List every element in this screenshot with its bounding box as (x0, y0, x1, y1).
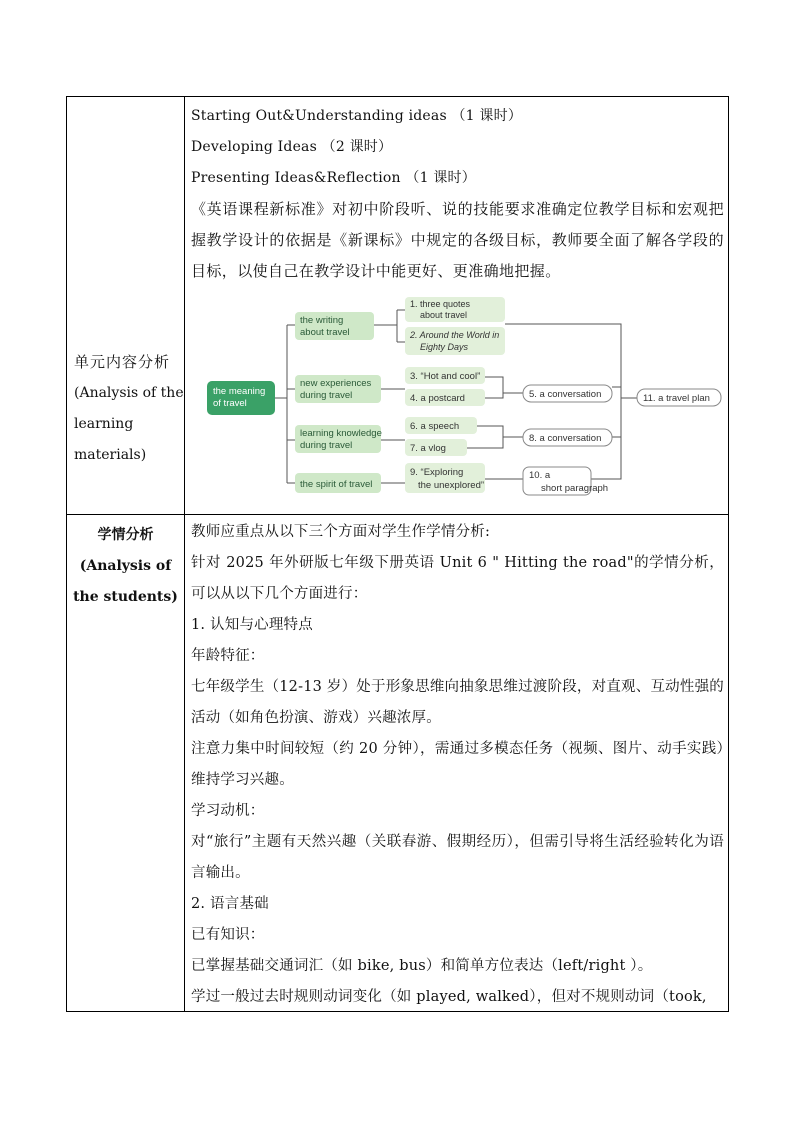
item-3: 3. “Hot and cool” (410, 371, 481, 382)
row-divider (67, 514, 728, 515)
paragraph: 年龄特征： (191, 648, 265, 664)
analysis-table (66, 96, 729, 1012)
output-5: 5. a conversation (529, 389, 602, 400)
column-divider (184, 97, 185, 1011)
item-2-b: Eighty Days (420, 342, 469, 352)
row2-label-en: (Analysis of the students) (73, 558, 178, 605)
row2-label-cn: 学情分析 (97, 527, 154, 543)
paragraph: 学过一般过去时规则动词变化（如 played, walked），但对不规则动词（took, (191, 989, 707, 1005)
paragraph: 七年级学生（12-13 岁）处于形象思维向抽象思维过渡阶段，对直观、互动性强的活动（如角色扮演、游戏）兴趣浓厚。 (191, 679, 724, 726)
item-9-a: 9. “Exploring (410, 467, 464, 478)
item-1-b: about travel (420, 310, 468, 320)
paragraph: 针对 2025 年外研版七年级下册英语 Unit 6 " Hitting the road"的学情分析，可以从以下几个方面进行： (191, 555, 724, 602)
item-1-a: 1. three quotes (410, 299, 471, 309)
paragraph: 教师应重点从以下三个方面对学生作学情分析: (191, 524, 491, 540)
branch-1-b: about travel (300, 327, 350, 338)
branch-2-b: during travel (300, 390, 353, 401)
item-9-b: the unexplored” (418, 480, 485, 491)
paragraph: 已掌握基础交通词汇（如 bike, bus）和简单方位表达（left/right ）。 (191, 958, 653, 974)
root-node-text-2: of travel (213, 398, 247, 409)
row1-content (191, 101, 724, 287)
item-2-a: 2. Around the World in (410, 330, 500, 340)
output-10-b: short paragraph (541, 483, 609, 494)
output-8: 8. a conversation (529, 433, 602, 444)
row2-content (191, 517, 724, 1013)
row1-label-en: (Analysis of the learning materials) (74, 385, 184, 463)
item-4: 4. a postcard (410, 393, 465, 404)
paragraph: 已有知识： (191, 927, 265, 943)
paragraph: 对“旅行”主题有天然兴趣（关联春游、假期经历），但需引导将生活经验转化为语言输出。 (191, 834, 724, 881)
paragraph: 学习动机： (191, 803, 265, 819)
section-heading: 2. 语言基础 (191, 896, 269, 912)
section-heading: 1. 认知与心理特点 (191, 617, 313, 633)
output-10-a: 10. a (529, 470, 551, 481)
standards-paragraph: 《英语课程新标准》对初中阶段听、说的技能要求准确定位教学目标和宏观把握教学设计的依据是《新课标》中规定的各级目标，教师要全面了解各学段的目标，以使自己在教学设计中能更好、更准确地把握。 (191, 200, 724, 280)
row1-label-cn: 单元内容分析 (74, 353, 171, 371)
branch-3-a: learning knowledge (300, 428, 382, 439)
paragraph: 注意力集中时间较短（约 20 分钟），需通过多模态任务（视频、图片、动手实践）维持学习兴趣。 (191, 741, 724, 788)
final-output: 11. a travel plan (643, 393, 710, 404)
unit-structure-diagram (207, 297, 727, 502)
branch-3-b: during travel (300, 440, 353, 451)
item-6: 6. a speech (410, 421, 460, 432)
lesson-line: Developing Ideas （2 课时） (191, 139, 393, 155)
lesson-line: Presenting Ideas&Reflection （1 课时） (191, 170, 476, 186)
row1-label (67, 347, 184, 471)
branch-2-a: new experiences (300, 378, 372, 389)
lesson-line: Starting Out&Understanding ideas （1 课时） (191, 108, 523, 124)
row2-label (67, 520, 184, 613)
branch-4: the spirit of travel (300, 479, 373, 490)
branch-1-a: the writing (300, 315, 344, 326)
root-node-text: the meaning (213, 386, 266, 397)
item-7: 7. a vlog (410, 443, 446, 454)
